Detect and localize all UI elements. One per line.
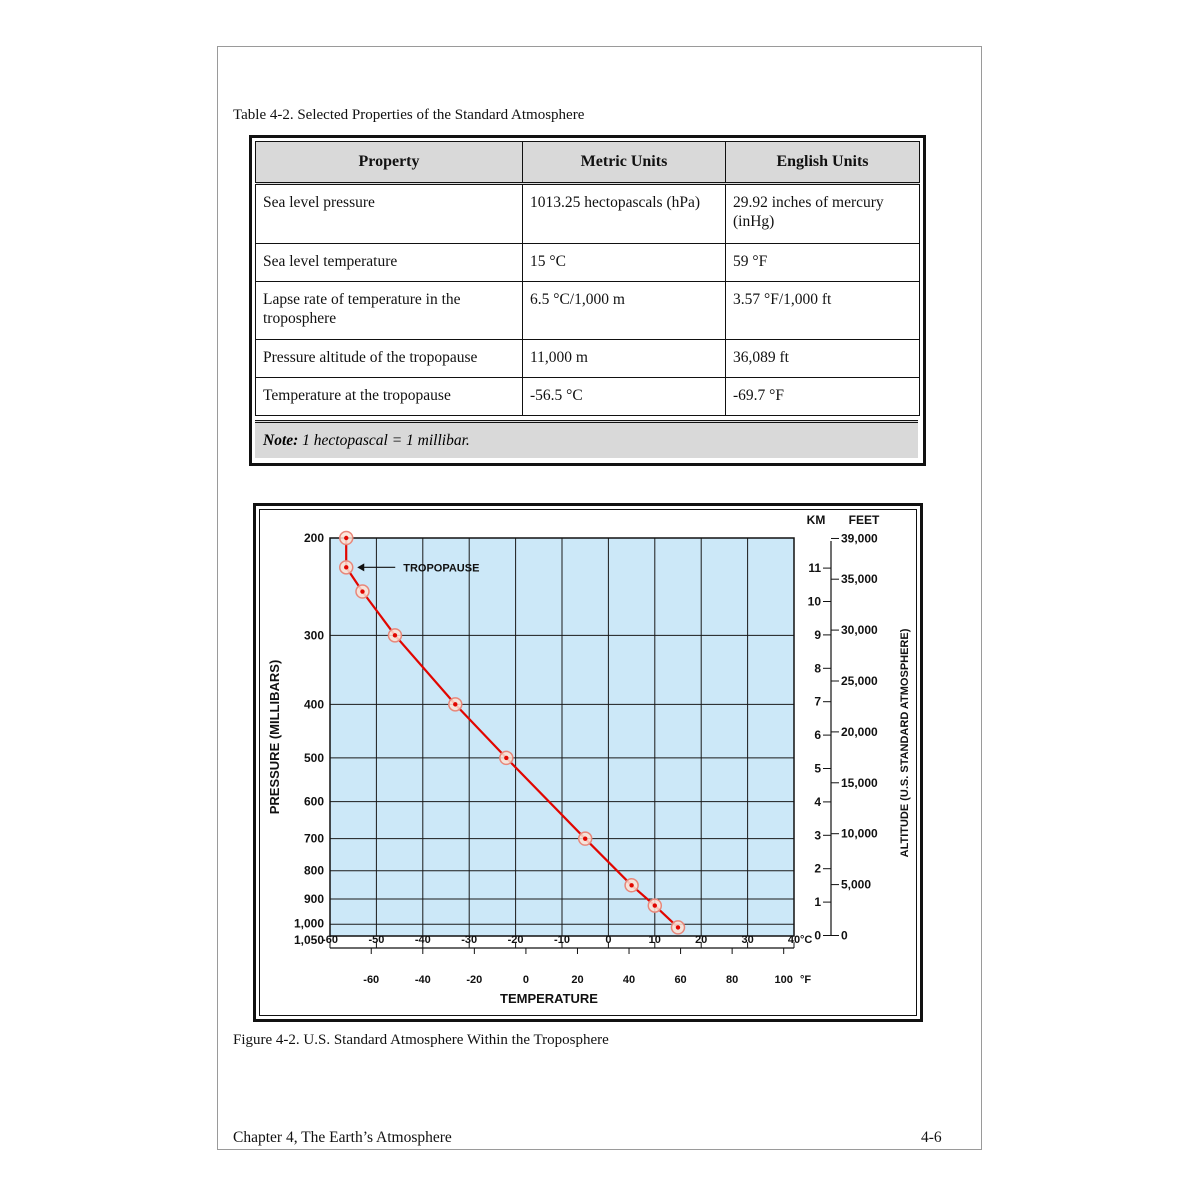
- note-label: Note:: [263, 432, 299, 449]
- data-point: [629, 883, 633, 887]
- km-tick-label: 6: [814, 728, 821, 743]
- footer-page-number: 4-6: [921, 1129, 942, 1146]
- km-tick-label: 11: [808, 561, 821, 576]
- data-point: [360, 589, 364, 593]
- feet-tick-label: 15,000: [841, 775, 878, 790]
- km-header: KM: [806, 513, 826, 527]
- celsius-tick-label: 10: [648, 934, 661, 946]
- cell-english: -69.7 °F: [726, 378, 920, 416]
- celsius-unit-label: °C: [800, 934, 813, 946]
- celsius-tick-label: -50: [368, 934, 385, 946]
- km-tick-label: 10: [807, 594, 821, 609]
- cell-property: Lapse rate of temperature in the troposphere: [256, 282, 523, 340]
- tropopause-label: TROPOPAUSE: [403, 562, 480, 575]
- fahrenheit-unit-label: °F: [800, 974, 812, 986]
- fahrenheit-tick-label: -60: [363, 974, 380, 986]
- table-row: [256, 378, 920, 416]
- pressure-tick-label: 400: [303, 697, 324, 712]
- cell-metric: 6.5 °C/1,000 m: [523, 282, 726, 340]
- footer-chapter: Chapter 4, The Earth’s Atmosphere: [233, 1129, 452, 1146]
- cell-metric: 1013.25 hectopascals (hPa): [523, 184, 726, 244]
- celsius-tick-label: 30: [741, 934, 754, 946]
- cell-english: 29.92 inches of mercury (inHg): [726, 184, 920, 244]
- cell-english: 59 °F: [726, 244, 920, 282]
- km-tick-label: 8: [814, 661, 821, 676]
- data-point: [583, 836, 587, 840]
- properties-table-frame: [249, 135, 926, 466]
- feet-tick-label: 5,000: [841, 877, 872, 892]
- celsius-tick-label: 0: [605, 934, 612, 946]
- celsius-tick-label: 20: [695, 934, 708, 946]
- cell-english: 3.57 °F/1,000 ft: [726, 282, 920, 340]
- figure-caption: Figure 4-2. U.S. Standard Atmosphere Within the Troposphere: [233, 1032, 609, 1048]
- data-point: [676, 925, 680, 929]
- note-text: 1 hectopascal = 1 millibar.: [302, 432, 470, 449]
- pressure-tick-label: 500: [303, 750, 324, 765]
- km-tick-label: 3: [814, 828, 821, 843]
- celsius-tick-label: -20: [507, 934, 524, 946]
- altitude-axis-title: ALTITUDE (U.S. STANDARD ATMOSPHERE): [899, 628, 911, 858]
- km-tick-label: 2: [814, 861, 821, 876]
- standard-atmosphere-chart: [253, 503, 923, 1022]
- cell-metric: 11,000 m: [523, 340, 726, 378]
- pressure-tick-label: 800: [303, 863, 324, 878]
- data-point: [653, 903, 657, 907]
- pressure-tick-label: 700: [303, 831, 324, 846]
- celsius-tick-label: -60: [322, 934, 338, 946]
- table-header-row: [256, 142, 920, 184]
- pressure-tick-label: 1,000: [293, 916, 324, 931]
- cell-english: 36,089 ft: [726, 340, 920, 378]
- feet-tick-label: 25,000: [841, 673, 878, 688]
- feet-tick-label: 30,000: [841, 623, 878, 638]
- feet-tick-label: 0: [841, 928, 848, 943]
- pressure-tick-label: 300: [303, 628, 324, 643]
- km-tick-label: 9: [814, 627, 821, 642]
- table-row: [256, 184, 920, 244]
- table-caption: Table 4-2. Selected Properties of the Standard Atmosphere: [233, 107, 585, 123]
- properties-table: [255, 141, 920, 416]
- feet-tick-label: 20,000: [841, 724, 878, 739]
- fahrenheit-tick-label: -20: [466, 974, 483, 986]
- km-tick-label: 0: [814, 928, 821, 943]
- header-english: English Units: [726, 142, 920, 184]
- fahrenheit-tick-label: 40: [622, 974, 636, 986]
- cell-property: Sea level pressure: [256, 184, 523, 244]
- data-point: [344, 565, 348, 569]
- celsius-tick-label: 40: [787, 934, 801, 946]
- header-property: Property: [256, 142, 523, 184]
- cell-metric: -56.5 °C: [523, 378, 726, 416]
- celsius-tick-label: -40: [414, 934, 431, 946]
- cell-metric: 15 °C: [523, 244, 726, 282]
- km-tick-label: 1: [814, 895, 821, 910]
- table-row: [256, 340, 920, 378]
- pressure-tick-label: 600: [303, 794, 324, 809]
- cell-property: Pressure altitude of the tropopause: [256, 340, 523, 378]
- feet-tick-label: 35,000: [841, 572, 878, 587]
- celsius-tick-label: -30: [461, 934, 478, 946]
- pressure-tick-label: 900: [303, 892, 324, 907]
- table-row: [256, 244, 920, 282]
- fahrenheit-tick-label: 80: [726, 974, 739, 986]
- pressure-tick-label: 200: [303, 531, 324, 545]
- header-metric: Metric Units: [523, 142, 726, 184]
- celsius-tick-label: -10: [554, 934, 570, 946]
- fahrenheit-tick-label: 60: [674, 974, 687, 986]
- y-axis-title: PRESSURE (MILLIBARS): [267, 659, 282, 815]
- data-point: [504, 756, 508, 760]
- fahrenheit-tick-label: 20: [571, 974, 584, 986]
- data-point: [344, 536, 348, 540]
- feet-tick-label: 39,000: [841, 531, 878, 546]
- fahrenheit-tick-label: -40: [414, 974, 431, 986]
- cell-property: Sea level temperature: [256, 244, 523, 282]
- pressure-tick-label: 1,050: [293, 933, 324, 947]
- table-row: [256, 282, 920, 340]
- km-tick-label: 7: [814, 694, 821, 709]
- x-axis-title: TEMPERATURE: [500, 991, 598, 1006]
- km-tick-label: 5: [814, 761, 821, 776]
- cell-property: Temperature at the tropopause: [256, 378, 523, 416]
- fahrenheit-tick-label: 100: [774, 974, 793, 986]
- km-tick-label: 4: [814, 794, 821, 809]
- feet-header: FEET: [848, 513, 880, 527]
- fahrenheit-tick-label: 0: [522, 974, 529, 986]
- data-point: [393, 633, 397, 637]
- feet-tick-label: 10,000: [841, 826, 878, 841]
- data-point: [453, 702, 457, 706]
- table-note: [255, 420, 918, 458]
